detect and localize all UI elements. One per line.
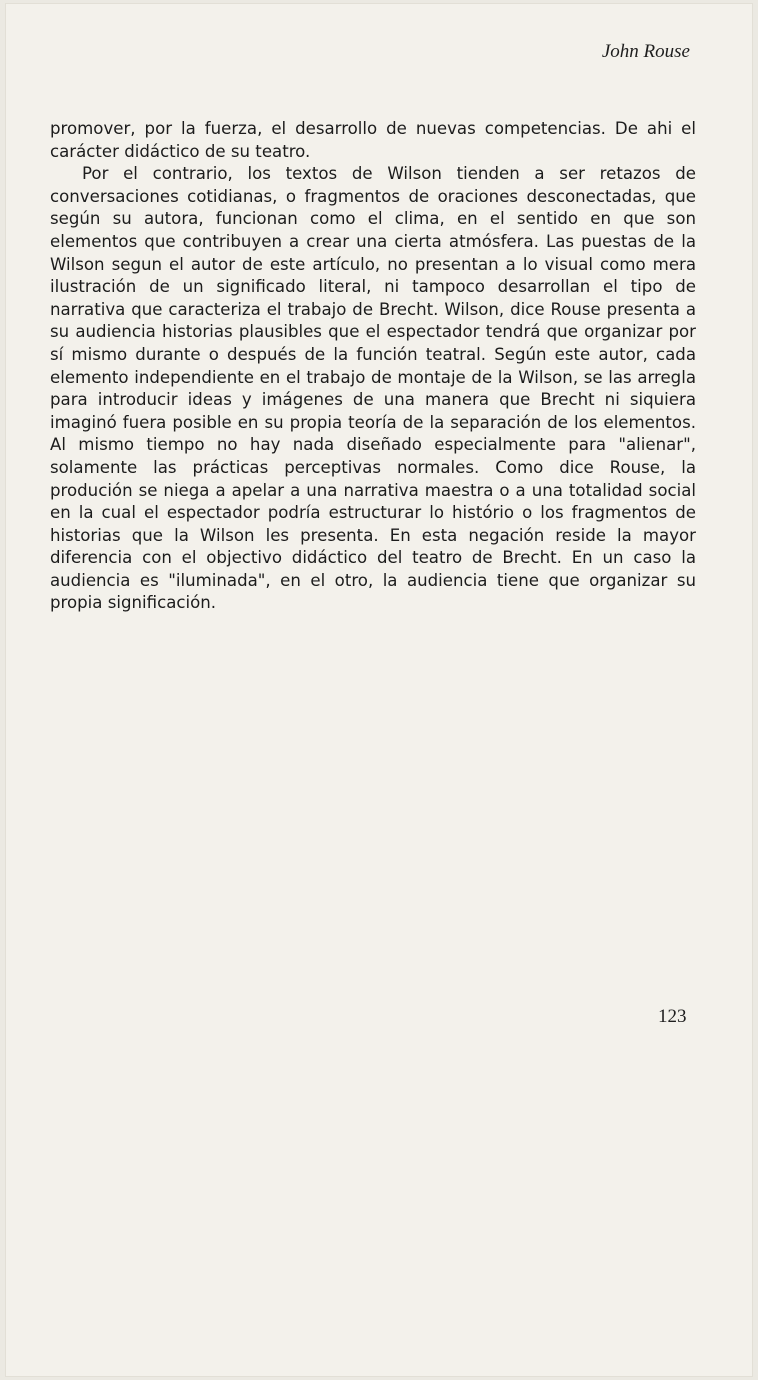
running-head: John Rouse — [601, 41, 690, 62]
page-number: 123 — [658, 1006, 687, 1027]
paragraph-continued: promover, por la fuerza, el desarrollo de nuevas competencias. De ahi el carácter didáctico de su teatro. — [50, 119, 696, 161]
paragraph-wilson: Por el contrario, los textos de Wilson tienden a ser retazos de conversaciones cotidianas, o fragmentos de oraciones desconectadas, que según su autora, funcionan como el clima, en el sentido en que son elementos que contribuyen a crear una cierta atmósfera. Las puestas de la Wilson segun el autor de este artículo, no presentan a lo visual como mera ilustración de un significado literal, ni tampoco desarrollan el tipo de narrativa que caracteriza el trabajo de Brecht. Wilson, dice Rouse presenta a su audiencia historias plausibles que el espectador tendrá que organizar por sí mismo durante o después de la función teatral. Según este autor, cada elemento independiente en el trabajo de montaje de la Wilson, se las arregla para introducir ideas y imágenes de una manera que Brecht ni siquiera imaginó fuera posible en su propia teoría de la separación de los elementos. Al mismo tiempo no hay nada diseñado especialmente para "alienar", solamente las prácticas perceptivas normales. Como dice Rouse, la produción se niega a apelar a una narrativa maestra o a una totalidad social en la cual el espectador podría estructurar lo histório o los fragmentos de historias que la Wilson les presenta. En esta negación reside la mayor diferencia con el objectivo didáctico del teatro de Brecht. En un caso la audiencia es "iluminada", en el otro, la audiencia tiene que organizar su propia significación. — [50, 164, 696, 613]
body-text — [50, 118, 696, 615]
book-page — [6, 4, 752, 1376]
